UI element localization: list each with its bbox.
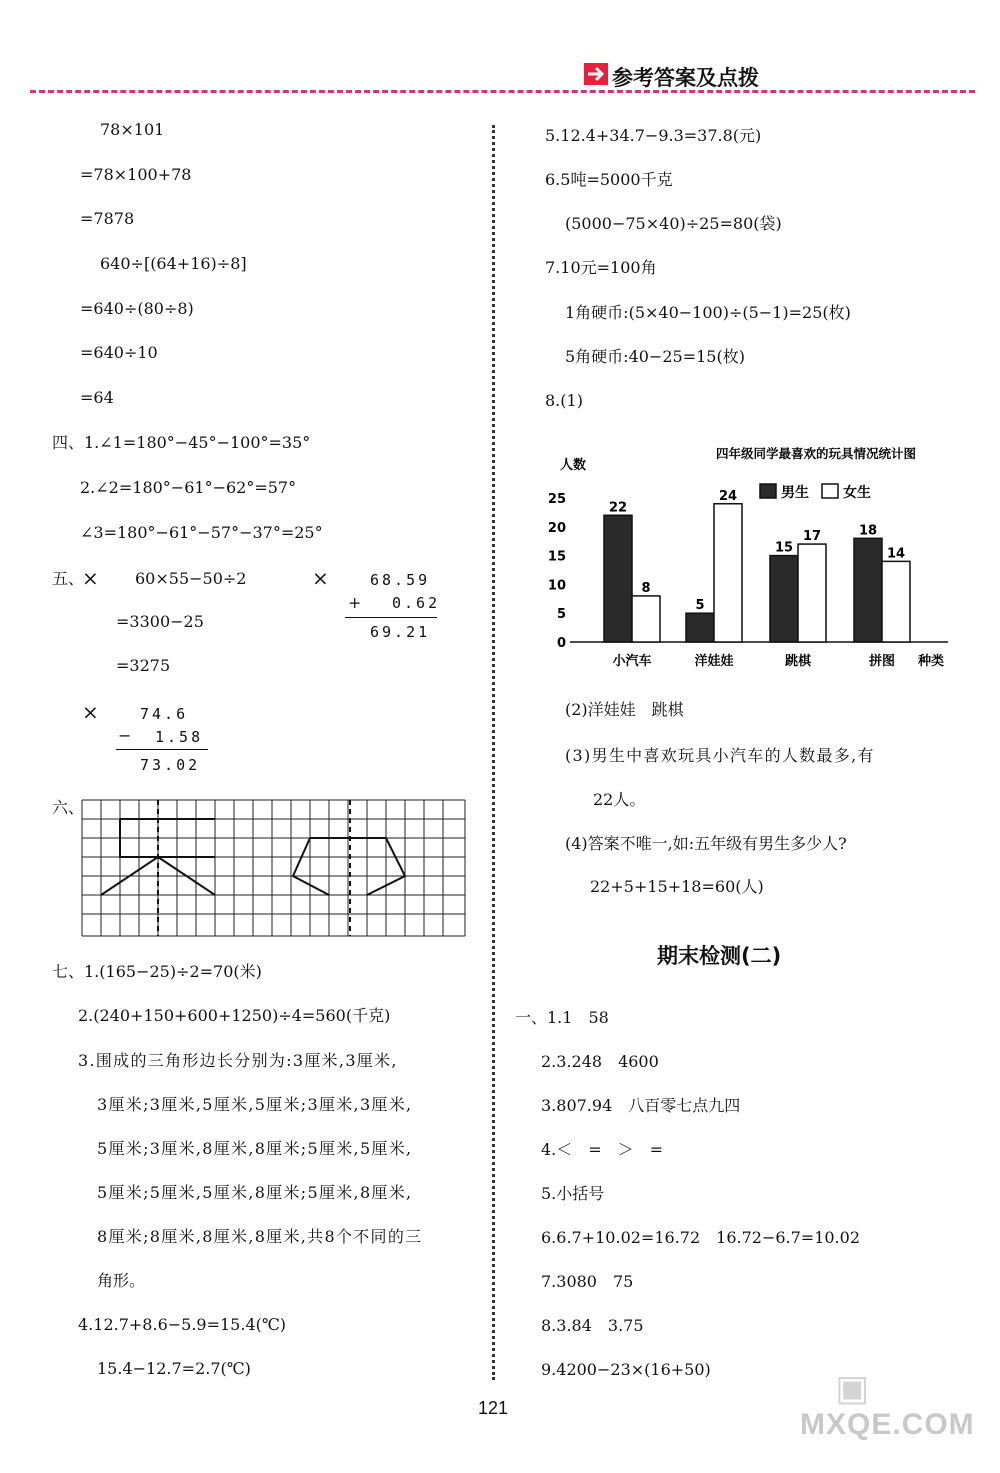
answer-line: 9.4200−23×(16+50)	[541, 1360, 711, 1379]
vertical-calc-op: +	[348, 593, 362, 612]
answer-line: 5角硬币:40−25=15(枚)	[565, 347, 745, 366]
legend-label: 女生	[843, 485, 871, 501]
page-number: 121	[478, 1398, 509, 1418]
vertical-calc-result: 69.21	[370, 623, 431, 641]
answer-line: 22+5+15+18=60(人)	[590, 877, 764, 896]
answer-line: 3.围成的三角形边长分别为:3厘米,3厘米,	[78, 1051, 398, 1070]
answer-line: 2.3.248 4600	[541, 1052, 659, 1071]
calc-line: =78×100+78	[80, 165, 192, 184]
calc-line: =7878	[80, 209, 135, 228]
bar	[714, 504, 742, 642]
section-title: 期末检测(二)	[657, 944, 782, 968]
x-tick-label: 跳棋	[784, 654, 812, 669]
answer-line: 2.(240+150+600+1250)÷4=560(千克)	[78, 1006, 391, 1025]
answer-line: 四、1.∠1=180°−45°−100°=35°	[52, 433, 311, 452]
bar	[686, 613, 714, 642]
answer-line: 6.6.7+10.02=16.72 16.72−6.7=10.02	[541, 1228, 861, 1247]
bar-value-label: 8	[641, 580, 651, 596]
y-tick-label: 20	[548, 520, 566, 536]
bar	[604, 515, 632, 642]
bar	[632, 596, 660, 642]
wrong-mark: ×	[312, 566, 329, 590]
calc-underline	[345, 617, 437, 618]
answer-line: 4.12.7+8.6−5.9=15.4(℃)	[78, 1315, 287, 1334]
section-label: 六、	[52, 798, 85, 817]
column-divider	[492, 125, 495, 1380]
y-axis-label: 人数	[560, 458, 587, 473]
calc-line: =640÷10	[80, 343, 158, 362]
answer-line: (2)洋娃娃 跳棋	[565, 700, 684, 719]
calc-line: 640÷[(64+16)÷8]	[100, 254, 247, 273]
header-divider	[30, 90, 975, 93]
legend-label: 男生	[781, 485, 809, 501]
answer-line: 5.12.4+34.7−9.3=37.8(元)	[545, 126, 762, 145]
answer-line: 7.3080 75	[541, 1272, 634, 1291]
vertical-calc-result: 73.02	[140, 756, 201, 774]
calc-line: =3275	[116, 656, 171, 675]
calc-line: =3300−25	[116, 612, 204, 631]
vertical-calc-bottom: 0.62	[392, 594, 441, 612]
bar	[798, 544, 826, 642]
bar-chart	[548, 440, 958, 678]
answer-line: 8厘米;8厘米,8厘米,8厘米,共8个不同的三	[97, 1227, 423, 1246]
watermark: MXQE.COM	[800, 1408, 975, 1441]
section-label: 五、	[52, 569, 85, 588]
answer-line: 七、1.(165−25)÷2=70(米)	[52, 962, 262, 981]
bar-value-label: 15	[774, 540, 794, 556]
bar	[770, 556, 798, 642]
watermark-logo: ▣	[835, 1368, 870, 1409]
wrong-mark: ×	[82, 566, 99, 590]
calc-line: =640÷(80÷8)	[80, 299, 194, 318]
calc-line: 60×55−50÷2	[135, 569, 247, 588]
answer-line: 8.(1)	[545, 391, 583, 410]
wrong-mark: ×	[82, 700, 99, 724]
bar-value-label: 18	[858, 523, 878, 539]
x-tick-label: 小汽车	[612, 654, 652, 669]
vertical-calc-top: 74.6	[140, 705, 189, 723]
answer-line: 5厘米;5厘米,5厘米,8厘米;5厘米,8厘米,	[97, 1183, 413, 1202]
answer-line: 7.10元=100角	[545, 258, 657, 277]
grid-drawing	[80, 798, 468, 938]
answer-line: 角形。	[97, 1271, 146, 1290]
bar-value-label: 24	[718, 488, 738, 504]
answer-line: 5.小括号	[541, 1184, 605, 1203]
answer-line: 一、1.1 58	[515, 1008, 609, 1027]
x-tick-label: 洋娃娃	[694, 654, 734, 669]
answer-line: 3.807.94 八百零七点九四	[541, 1096, 741, 1115]
legend-swatch	[760, 484, 776, 498]
vertical-calc-top: 68.59	[370, 571, 431, 589]
x-tick-label: 拼图	[868, 654, 896, 669]
answer-line: 2.∠2=180°−61°−62°=57°	[80, 478, 297, 497]
answer-line: 1角硬币:(5×40−100)÷(5−1)=25(枚)	[565, 303, 851, 322]
answer-line: 6.5吨=5000千克	[545, 170, 673, 189]
vertical-calc-bottom: 1.58	[155, 728, 204, 746]
chart-title: 四年级同学最喜欢的玩具情况统计图	[715, 446, 917, 461]
answer-line: 15.4−12.7=2.7(℃)	[97, 1359, 251, 1378]
answer-line: (5000−75×40)÷25=80(袋)	[565, 214, 782, 233]
answer-line: 5厘米;3厘米,8厘米,8厘米;5厘米,5厘米,	[97, 1139, 413, 1158]
y-tick-label: 10	[548, 578, 566, 594]
bar-value-label: 17	[802, 529, 822, 545]
answer-line: (4)答案不唯一,如:五年级有男生多少人?	[565, 834, 847, 853]
bar-value-label: 14	[886, 546, 906, 562]
answer-line: 22人。	[593, 790, 646, 809]
bar-value-label: 5	[695, 598, 705, 614]
y-tick-label: 15	[548, 549, 566, 565]
answer-line: 8.3.84 3.75	[541, 1316, 644, 1335]
legend-swatch	[822, 484, 838, 498]
x-axis-label: 种类	[918, 654, 945, 669]
calc-underline	[116, 749, 208, 750]
vertical-calc-op: −	[118, 726, 132, 745]
calc-line: 78×101	[100, 120, 165, 139]
bar-value-label: 22	[608, 500, 628, 516]
arrow-icon	[584, 63, 608, 85]
y-tick-label: 25	[548, 492, 566, 507]
header-title: 参考答案及点拨	[612, 66, 759, 90]
answer-line: 3厘米;3厘米,5厘米,5厘米;3厘米,3厘米,	[97, 1095, 413, 1114]
bar	[854, 538, 882, 642]
answer-line: 4.＜ = ＞ =	[541, 1140, 664, 1159]
calc-line: =64	[80, 388, 114, 407]
y-tick-label: 0	[556, 636, 566, 651]
y-tick-label: 5	[556, 607, 566, 623]
answer-line: ∠3=180°−61°−57°−37°=25°	[80, 523, 323, 542]
answer-line: (3)男生中喜欢玩具小汽车的人数最多,有	[565, 746, 875, 765]
bar	[882, 561, 910, 642]
